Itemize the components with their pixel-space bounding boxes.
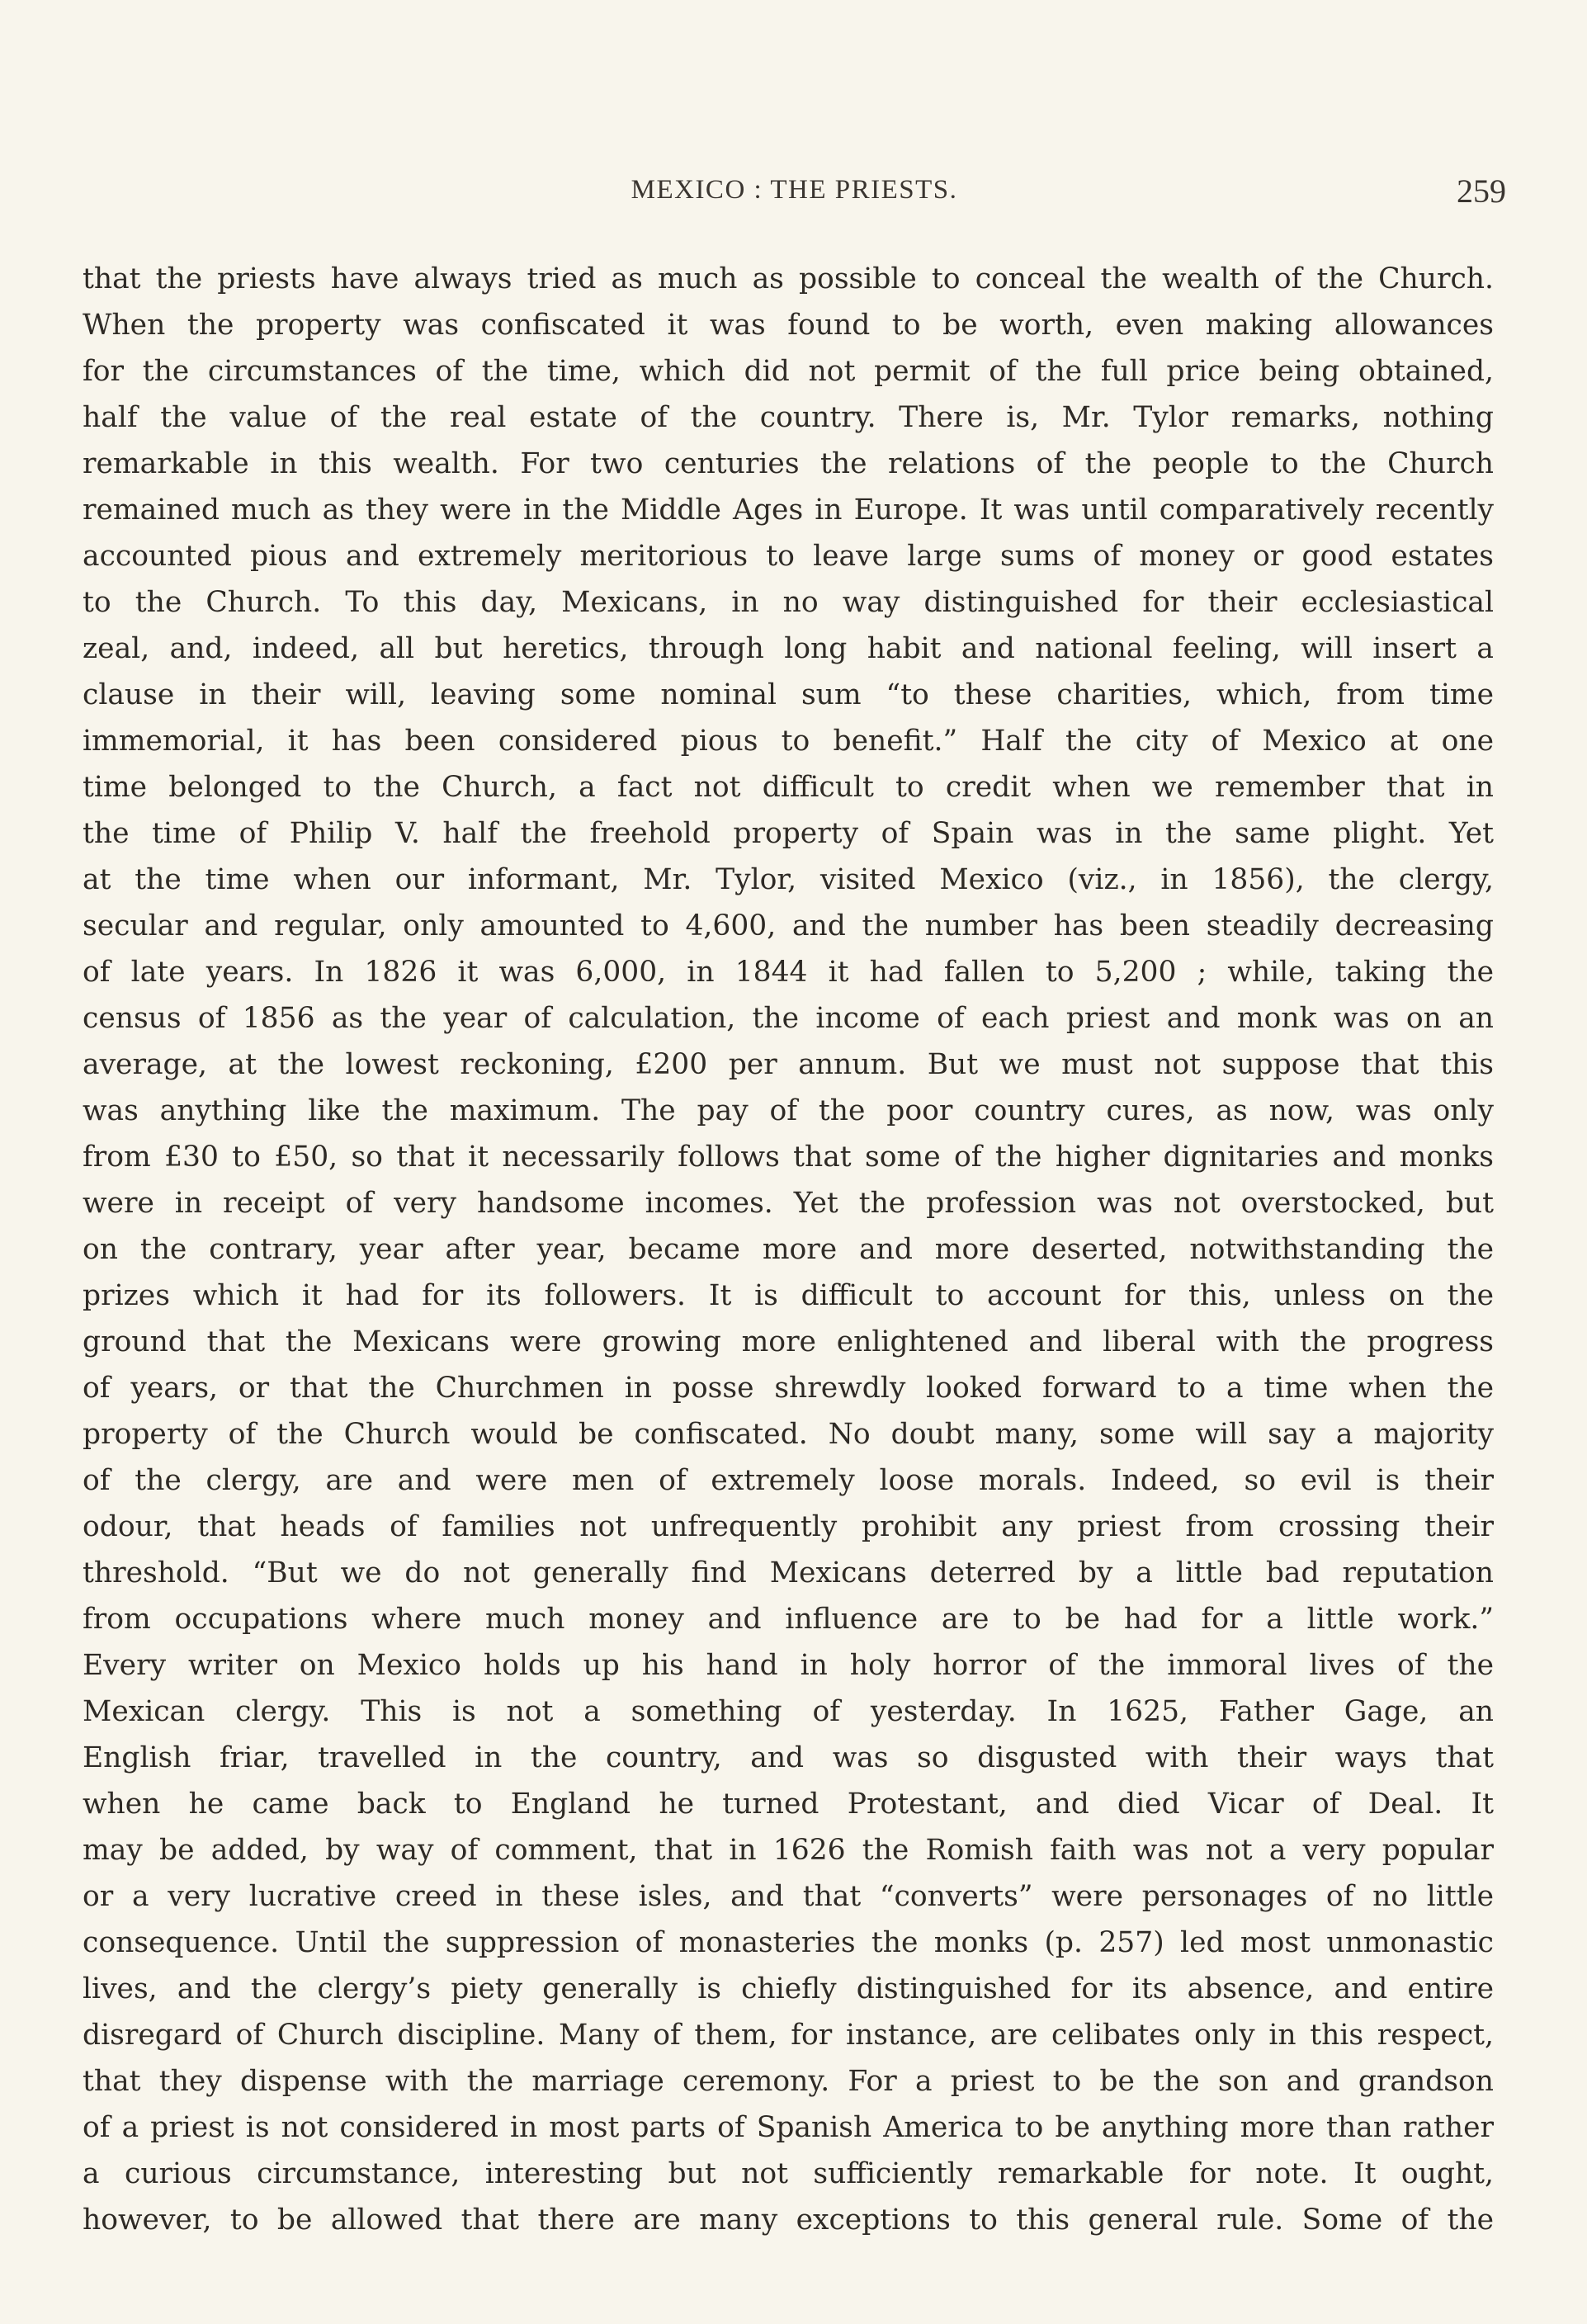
text-line: average, at the lowest reckoning, £200 per annum. But we must not suppose that this xyxy=(83,1048,1494,1081)
text-line: to the Church. To this day, Mexicans, in no way distinguished for their ecclesiastical xyxy=(83,586,1494,619)
text-line: threshold. “But we do not generally find Mexicans deterred by a little bad reputation xyxy=(83,1556,1494,1589)
text-line: remained much as they were in the Middle Ages in Europe. It was until comparatively recently xyxy=(83,494,1494,527)
page-number: 259 xyxy=(1457,172,1506,210)
text-line: however, to be allowed that there are many exceptions to this general rule. Some of the xyxy=(83,2204,1494,2237)
text-line: census of 1856 as the year of calculation, the income of each priest and monk was on an xyxy=(83,1002,1494,1035)
text-line: remarkable in this wealth. For two centuries the relations of the people to the Church xyxy=(83,447,1494,480)
text-line: odour, that heads of families not unfrequently prohibit any priest from crossing their xyxy=(83,1510,1494,1543)
text-line: of the clergy, are and were men of extremely loose morals. Indeed, so evil is their xyxy=(83,1464,1494,1497)
text-line: Every writer on Mexico holds up his hand in holy horror of the immoral lives of the xyxy=(83,1649,1494,1682)
text-line: ground that the Mexicans were growing more enlightened and liberal with the progress xyxy=(83,1325,1494,1358)
text-line: secular and regular, only amounted to 4,600, and the number has been steadily decreasing xyxy=(83,909,1494,942)
text-line: property of the Church would be confiscated. No doubt many, some will say a majority xyxy=(83,1418,1494,1451)
text-line: of a priest is not considered in most parts of Spanish America to be anything more than rather xyxy=(83,2111,1494,2144)
text-line: time belonged to the Church, a fact not difficult to credit when we remember that in xyxy=(83,771,1494,804)
text-line: of late years. In 1826 it was 6,000, in 1844 it had fallen to 5,200 ; while, taking the xyxy=(83,956,1494,989)
text-line: zeal, and, indeed, all but heretics, through long habit and national feeling, will insert a xyxy=(83,632,1494,665)
text-line: Mexican clergy. This is not a something of yesterday. In 1625, Father Gage, an xyxy=(83,1695,1494,1728)
text-line: when he came back to England he turned Protestant, and died Vicar of Deal. It xyxy=(83,1788,1494,1821)
running-head xyxy=(83,172,1506,218)
text-line: prizes which it had for its followers. It is difficult to account for this, unless on the xyxy=(83,1279,1494,1312)
text-line: may be added, by way of comment, that in 1626 the Romish faith was not a very popular xyxy=(83,1834,1494,1867)
text-line: immemorial, it has been considered pious to benefit.” Half the city of Mexico at one xyxy=(83,725,1494,758)
text-line: at the time when our informant, Mr. Tylor, visited Mexico (viz., in 1856), the clergy, xyxy=(83,863,1494,896)
text-line: the time of Philip V. half the freehold property of Spain was in the same plight. Yet xyxy=(83,817,1494,850)
text-line: disregard of Church discipline. Many of them, for instance, are celibates only in this respect, xyxy=(83,2019,1494,2052)
text-line: that the priests have always tried as much as possible to conceal the wealth of the Church. xyxy=(83,262,1494,295)
running-title: MEXICO : THE PRIESTS. xyxy=(631,175,958,205)
text-line: on the contrary, year after year, became more and more deserted, notwithstanding the xyxy=(83,1233,1494,1266)
text-line: half the value of the real estate of the country. There is, Mr. Tylor remarks, nothing xyxy=(83,401,1494,434)
text-line: a curious circumstance, interesting but not sufficiently remarkable for note. It ought, xyxy=(83,2157,1494,2190)
text-line: accounted pious and extremely meritorious to leave large sums of money or good estates xyxy=(83,540,1494,573)
text-line: from occupations where much money and influence are to be had for a little work.” xyxy=(83,1603,1494,1636)
text-line: that they dispense with the marriage ceremony. For a priest to be the son and grandson xyxy=(83,2065,1494,2098)
text-line: were in receipt of very handsome incomes. Yet the profession was not overstocked, but xyxy=(83,1187,1494,1220)
text-line: from £30 to £50, so that it necessarily follows that some of the higher dignitaries and monks xyxy=(83,1141,1494,1174)
body-text xyxy=(83,256,1494,2243)
text-line: consequence. Until the suppression of monasteries the monks (p. 257) led most unmonastic xyxy=(83,1926,1494,1959)
text-line: lives, and the clergy’s piety generally is chiefly distinguished for its absence, and entire xyxy=(83,1972,1494,2005)
text-line: English friar, travelled in the country, and was so disgusted with their ways that xyxy=(83,1741,1494,1774)
text-line: of years, or that the Churchmen in posse shrewdly looked forward to a time when the xyxy=(83,1372,1494,1405)
text-line: clause in their will, leaving some nominal sum “to these charities, which, from time xyxy=(83,678,1494,711)
text-line: or a very lucrative creed in these isles, and that “converts” were personages of no little xyxy=(83,1880,1494,1913)
text-line: for the circumstances of the time, which did not permit of the full price being obtained, xyxy=(83,355,1494,388)
text-line: When the property was confiscated it was found to be worth, even making allowances xyxy=(83,309,1494,342)
text-line: was anything like the maximum. The pay of the poor country cures, as now, was only xyxy=(83,1094,1494,1127)
